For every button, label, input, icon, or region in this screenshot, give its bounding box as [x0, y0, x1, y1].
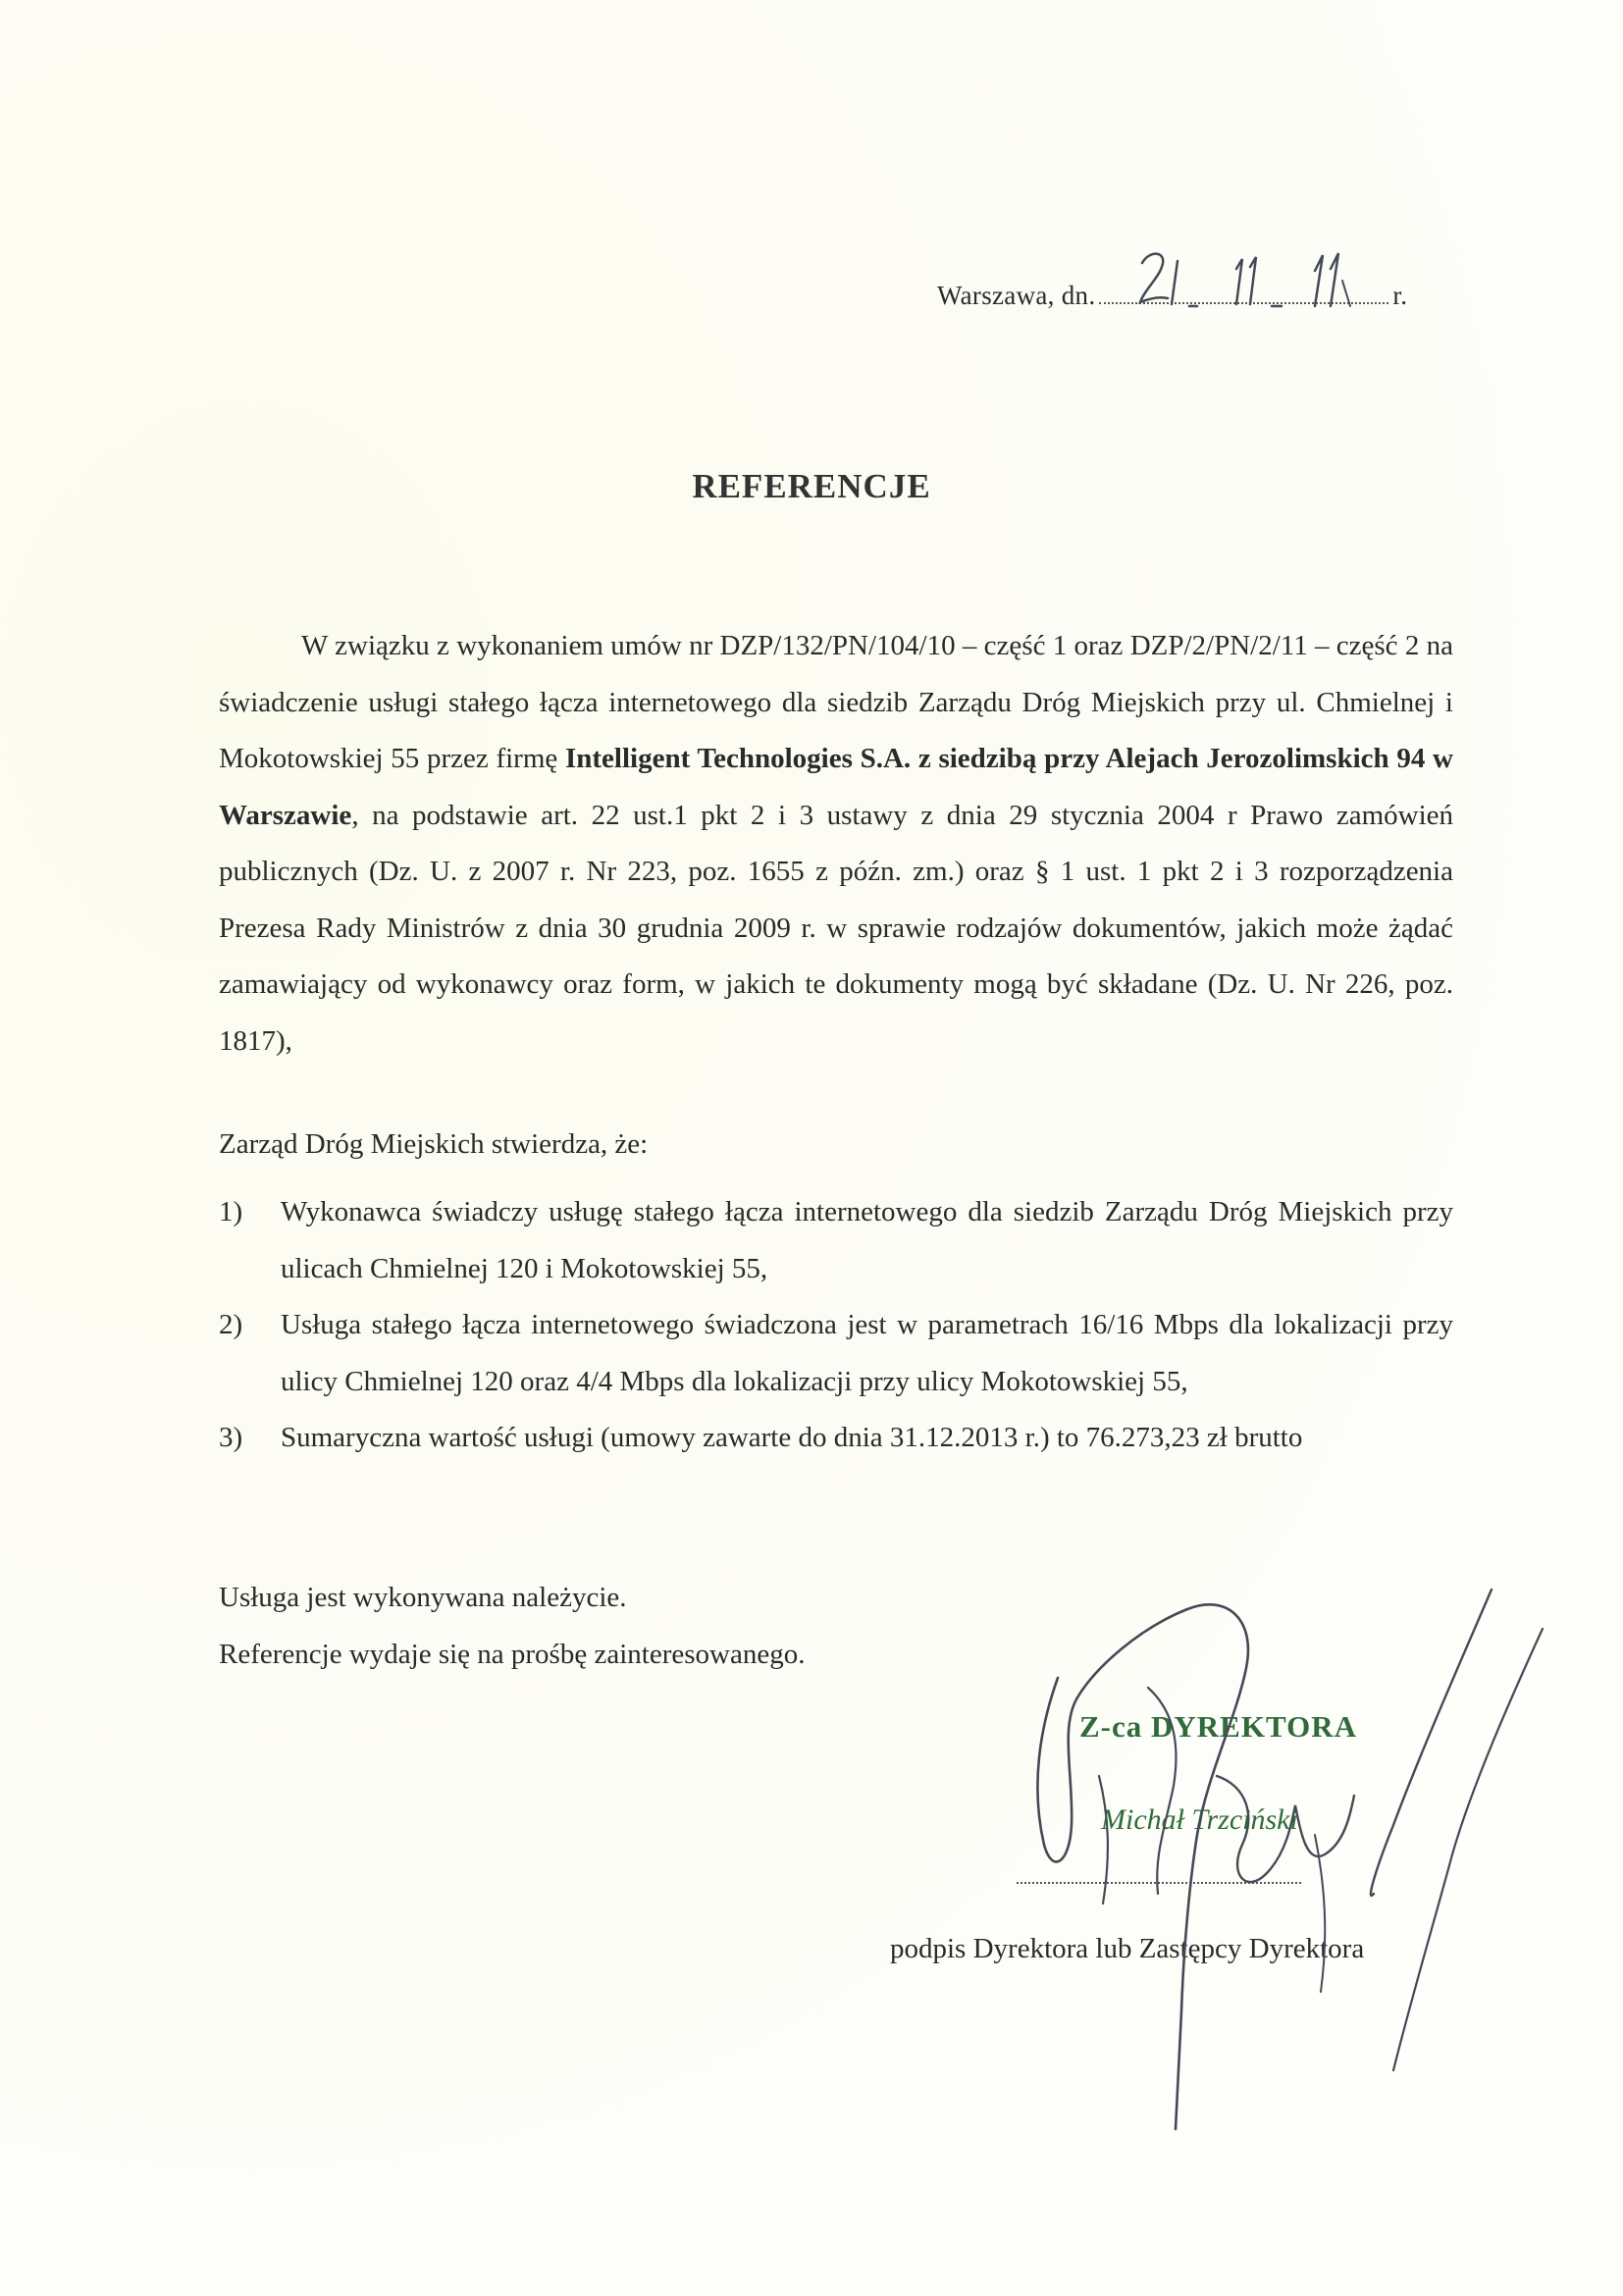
- handwritten-signature: [1001, 1580, 1570, 2149]
- list-item: [219, 1297, 1453, 1410]
- statement-line: Zarząd Dróg Miejskich stwierdza, że:: [219, 1128, 649, 1160]
- intro-part-1: W związku z wykonaniem umów nr DZP/132/PN/104/10 – część 1 oraz DZP/2/PN/2/11 – część 2 na świadczenie usługi stałego łącza internetowego dla siedzib Zarządu Dróg Miejskich przy ul. Chmielnej i Mokotowskiej 55 przez firmę: [219, 630, 1453, 774]
- list-item-number: 3): [219, 1422, 243, 1453]
- date-suffix: r.: [1392, 281, 1408, 310]
- list-item-text: Usługa stałego łącza internetowego świadczona jest w parametrach 16/16 Mbps dla lokalizacji przy ulicy Chmielnej 120 oraz 4/4 Mbps dla lokalizacji przy ulicy Mokotowskiej 55,: [281, 1309, 1453, 1397]
- list-item-number: 1): [219, 1196, 243, 1227]
- list-item-number: 2): [219, 1309, 243, 1340]
- intro-paragraph: [219, 618, 1453, 1070]
- signature-caption: podpis Dyrektora lub Zastępcy Dyrektora: [890, 1933, 1365, 1964]
- stamp-title: Z-ca DYREKTORA: [1079, 1709, 1357, 1744]
- intro-part-2: , na podstawie art. 22 ust.1 pkt 2 i 3 ustawy z dnia 29 stycznia 2004 r Prawo zamówień publicznych (Dz. U. z 2007 r. Nr 223, poz. 1655 z późn. zm.) oraz § 1 ust. 1 pkt 2 i 3 rozporządzenia Prezesa Rady Ministrów z dnia 30 grudnia 2009 r. w sprawie rodzajów dokumentów, jakich może żądać zamawiający od wykonawcy oraz form, w jakich te dokumenty mogą być składane (Dz. U. Nr 226, poz. 1817),: [219, 799, 1453, 1057]
- handwritten-date: [1128, 241, 1423, 320]
- list-item-text: Wykonawca świadczy usługę stałego łącza internetowego dla siedzib Zarządu Dróg Miejskich przy ulicach Chmielnej 120 i Mokotowskiej 55,: [281, 1196, 1453, 1284]
- date-prefix: Warszawa, dn.: [937, 281, 1096, 310]
- list-item: [219, 1410, 1453, 1467]
- document-title: REFERENCJE: [692, 467, 931, 505]
- findings-list: [219, 1184, 1453, 1467]
- list-item-text: Sumaryczna wartość usługi (umowy zawarte do dnia 31.12.2013 r.) to 76.273,23 zł brutto: [281, 1422, 1303, 1453]
- company-name: Intelligent Technologies S.A. z siedzibą przy Alejach Jerozolimskich 94 w Warszawie: [219, 743, 1453, 831]
- closing-line-1: Usługa jest wykonywana należycie.: [219, 1582, 627, 1613]
- list-item: [219, 1184, 1453, 1297]
- closing-line-2: Referencje wydaje się na prośbę zainteresowanego.: [219, 1639, 806, 1670]
- stamp-name: Michał Trzciński: [1101, 1803, 1298, 1836]
